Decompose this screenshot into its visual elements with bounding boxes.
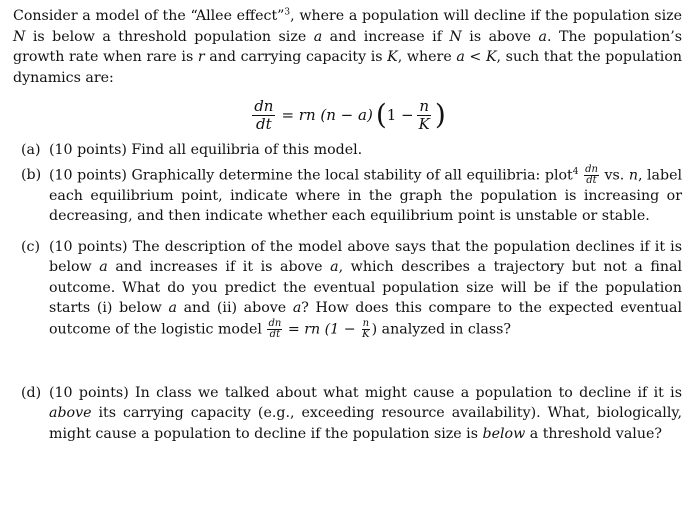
part-b-text: , label each equilibrium point, indicate where in the graph the population is increasing or decreasing, and then indicate whether each equilibrium point is unstable or stable. bbox=[49, 167, 683, 224]
part-c-text: (10 points) The description of the model above says that the population declines if it is below bbox=[49, 238, 682, 275]
part-d-text: (10 points) In class we talked about what might cause a population to decline if it is bbox=[49, 384, 682, 401]
intro-text: Consider a model of the “Allee effect” bbox=[13, 8, 285, 24]
fraction-denominator: K bbox=[362, 328, 370, 340]
equation-middle: = rn (n − a) bbox=[281, 106, 373, 124]
intro-text: . The population’s growth rate when rare is bbox=[13, 28, 682, 65]
part-b bbox=[13, 165, 682, 227]
part-text bbox=[49, 165, 682, 227]
emphasis-above: above bbox=[49, 405, 92, 421]
intro-text: is above bbox=[461, 28, 539, 45]
part-text: (10 points) Find all equilibria of this model. bbox=[49, 142, 363, 158]
fraction-numerator: n bbox=[362, 317, 370, 329]
part-c-text: and increases if it is above bbox=[107, 259, 331, 275]
fraction-denominator: dt bbox=[586, 174, 597, 186]
right-paren: ) bbox=[371, 321, 378, 337]
intro-text: , where bbox=[397, 49, 457, 65]
left-paren: ( bbox=[375, 98, 387, 131]
var-a: a bbox=[99, 259, 108, 275]
part-label: (b) bbox=[21, 166, 42, 183]
part-text bbox=[49, 237, 682, 340]
intro-text: and increase if bbox=[322, 28, 450, 45]
part-d-text: a threshold value? bbox=[525, 425, 662, 442]
part-d-text: its carrying capacity (e.g., exceeding resource availability). What, biologically, might cause a population to decline if the population size is bbox=[49, 405, 682, 442]
var-K: K bbox=[387, 49, 398, 65]
var-a: a bbox=[292, 300, 302, 316]
part-d bbox=[13, 383, 682, 445]
one-minus: 1 − bbox=[386, 106, 414, 124]
intro-paragraph bbox=[13, 6, 682, 88]
dn-dt-fraction bbox=[267, 319, 282, 340]
intro-text: is below a threshold population size bbox=[25, 28, 314, 45]
part-b-text: vs. bbox=[599, 167, 629, 183]
var-n: n bbox=[628, 167, 638, 183]
intro-text: , where a population will decline if the population size bbox=[290, 8, 682, 24]
part-c-text: and (ii) above bbox=[176, 300, 293, 316]
part-label: (a) bbox=[21, 142, 41, 158]
fraction-denominator: dt bbox=[269, 328, 281, 340]
footnote-marker-4: 4 bbox=[572, 166, 579, 177]
logistic-equation: = rn (1 − bbox=[283, 321, 361, 337]
var-a: a bbox=[538, 28, 548, 45]
fraction-denominator: K bbox=[418, 114, 430, 133]
part-text bbox=[49, 383, 682, 445]
n-over-K-fraction bbox=[361, 319, 370, 340]
part-c bbox=[13, 237, 682, 340]
n-over-K-fraction bbox=[417, 98, 432, 133]
fraction-denominator: dt bbox=[256, 114, 272, 133]
var-a: a bbox=[330, 259, 339, 275]
right-paren: ) bbox=[434, 98, 446, 131]
var-r: r bbox=[197, 49, 205, 65]
fraction-numerator: dn bbox=[268, 317, 282, 329]
fraction-numerator: dn bbox=[254, 96, 274, 115]
dn-dt-fraction bbox=[584, 165, 599, 186]
part-c-text: , which describes a trajectory but not a final outcome. What do you predict the eventual population size will be if the population starts (i) below bbox=[49, 259, 682, 316]
fraction-numerator: dn bbox=[585, 163, 598, 175]
inequality: a < K bbox=[456, 49, 497, 65]
part-label: (c) bbox=[21, 238, 41, 255]
fraction-numerator: n bbox=[419, 96, 430, 115]
var-N: N bbox=[13, 28, 26, 45]
var-a: a bbox=[168, 300, 177, 316]
var-a: a bbox=[313, 28, 323, 45]
part-c-text: analyzed in class? bbox=[377, 321, 512, 337]
part-a bbox=[13, 140, 682, 161]
intro-text: and carrying capacity is bbox=[204, 49, 388, 65]
population-equation bbox=[13, 90, 682, 140]
part-label: (d) bbox=[21, 384, 42, 401]
emphasis-below: below bbox=[482, 425, 526, 442]
intro-text: , such that the population dynamics are: bbox=[13, 49, 683, 86]
var-N: N bbox=[449, 28, 462, 45]
question-parts bbox=[13, 140, 682, 444]
part-c-text: ? How does this compare to the expected eventual outcome of the logistic model bbox=[49, 300, 682, 337]
part-b-text: (10 points) Graphically determine the local stability of all equilibria: plot bbox=[49, 167, 573, 183]
footnote-marker-3: 3 bbox=[284, 7, 291, 18]
derivative-fraction bbox=[252, 98, 275, 133]
